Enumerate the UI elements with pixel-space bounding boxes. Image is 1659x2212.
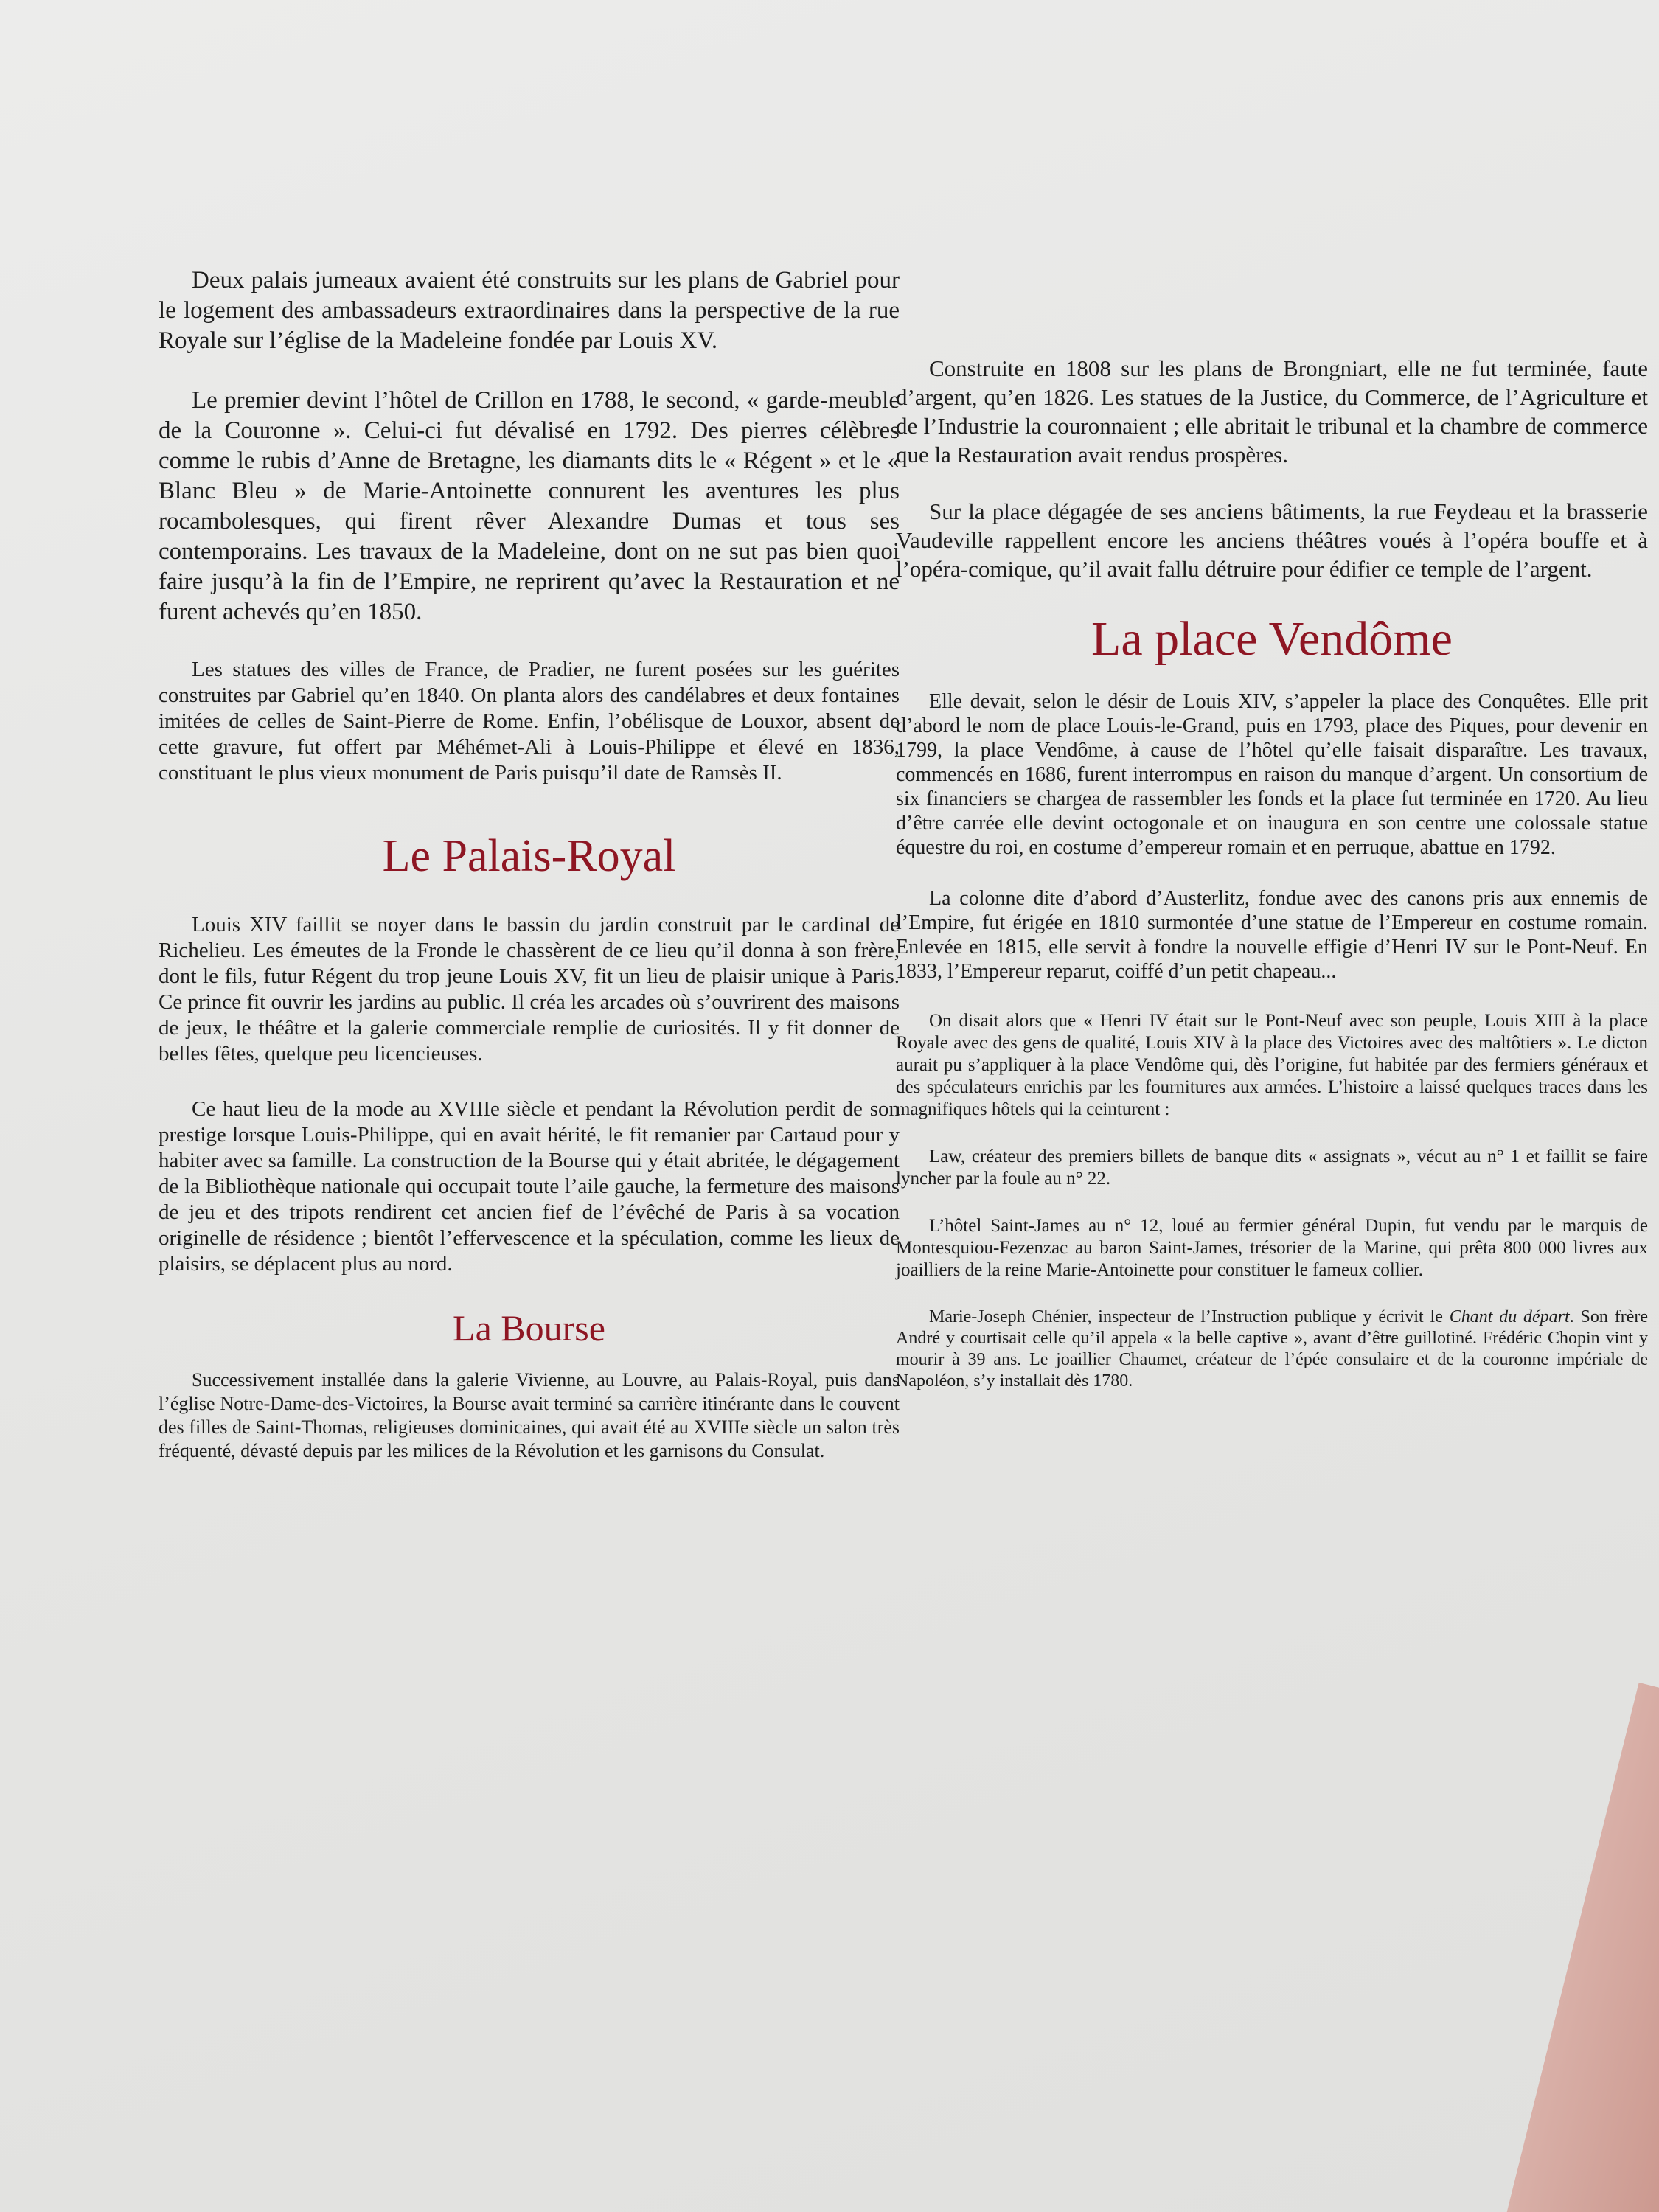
chenier-text-end: . Son frère André y courtisait celle qu’il appela « la belle captive », avant d’être guillotiné. Frédéric Chopin vint y mourir à 39 ans. Le joaillier Chaumet, créateur de l’épée consulaire et de la couronne impériale de Napoléon, s’y installait dès 1780. [896,1307,1649,1391]
paragraph-louis-xiv: Louis XIV faillit se noyer dans le bassin du jardin construit par le cardinal de Richelieu. Les émeutes de la Fronde le chassèrent de ce lieu qu’il donna à son frère, dont le fils, futur Régent du trop jeune Louis XV, fit un lieu de plaisir unique à Paris. Ce prince fit ouvrir les jardins au public. Il créa les arcades où s’ouvrirent des maisons de jeux, le théâtre et la galerie commerciale remplie de curiosités. Il y fit donner de belles fêtes, quelque peu licencieuses. [159,913,900,1065]
paragraph-colonne: La colonne dite d’abord d’Austerlitz, fondue avec des canons pris aux ennemis de l’Empire, fut érigée en 1810 surmontée d’une statue de l’Empereur en costume romain. Enlevée en 1815, elle servit à fondre la nouvelle effigie d’Henri IV sur le Pont-Neuf. En 1833, l’Empereur reparut, coiffé d’un petit chapeau... [896,887,1648,983]
paragraph-law: Law, créateur des premiers billets de banque dits « assignats », vécut au n° 1 et faillit se faire lyncher par la foule au n° 22. [896,1147,1648,1189]
paragraph-ambassadeurs: Deux palais jumeaux avaient été construits sur les plans de Gabriel pour le logement des ambassadeurs extraordinaires dans la perspective de la rue Royale sur l’église de la Madeleine fondée par Louis XV. [159,267,900,354]
heading-place-vendome: La place Vendôme [1091,612,1453,666]
heading-la-bourse: La Bourse [453,1307,605,1349]
chant-du-depart-title: Chant du départ [1449,1307,1570,1326]
chenier-text-start: Marie-Joseph Chénier, inspecteur de l’Instruction publique y écrivit le [929,1307,1450,1326]
pink-page-edge [1478,1683,1659,2212]
paragraph-haut-lieu: Ce haut lieu de la mode au XVIIIe siècle et pendant la Révolution perdit de son prestige lorsque Louis-Philippe, qui en avait hérité, le fit remanier par Cartaud pour y habiter avec sa famille. La construction de la Bourse qui y était abritée, le dégagement de la Bibliothèque nationale qui occupait toute l’aile gauche, la fermeture des maisons de jeu et des tripots rendirent cet ancien fief de l’évêché de Paris à sa vocation originelle de résidence ; bientôt l’effervescence et la spéculation, comme les lieux de plaisirs, se déplacent plus au nord. [159,1097,900,1276]
paragraph-feydeau: Sur la place dégagée de ses anciens bâtiments, la rue Feydeau et la brasserie Vaudeville rappellent encore les anciens théâtres voués à l’opéra bouffe et à l’opéra-comique, qu’il avait fallu détruire pour édifier ce temple de l’argent. [896,498,1648,582]
paragraph-brongniart: Construite en 1808 sur les plans de Brongniart, elle ne fut terminée, faute d’argent, qu’en 1826. Les statues de la Justice, du Commerce, de l’Agriculture et de l’Industrie la couronnaient ; elle abritait le tribunal et la chambre de commerce que la Restauration avait rendus prospères. [896,355,1648,467]
paragraph-saint-james: L’hôtel Saint-James au n° 12, loué au fermier général Dupin, fut vendu par le marquis de Montesquiou-Fezenzac au baron Saint-James, trésorier de la Marine, qui prêta 800 000 livres aux joailliers de la reine Marie-Antoinette pour constituer le fameux collier. [896,1216,1648,1280]
paragraph-dicton: On disait alors que « Henri IV était sur le Pont-Neuf avec son peuple, Louis XIII à la place Royale avec des gens de qualité, Louis XIV à la place des Victoires avec des maltôtiers ». Le dicton aurait pu s’appliquer à la place Vendôme qui, dès l’origine, fut habitée par des fermiers généraux et des spéculateurs enrichis par les fournitures aux armées. L’histoire a laissé quelques traces dans les magnifiques hôtels qui la ceinturent : [896,1011,1648,1119]
paragraph-bourse: Successivement installée dans la galerie Vivienne, au Louvre, au Palais-Royal, puis dans l’église Notre-Dame-des-Victoires, la Bourse avait terminé sa carrière itinérante dans le couvent des filles de Saint-Thomas, religieuses dominicaines, qui avait été au XVIIIe siècle un salon très fréquenté, dévasté depuis par les milices de la Révolution et les garnisons du Consulat. [159,1369,900,1461]
paragraph-chenier [896,1307,1648,1392]
paragraph-conquetes: Elle devait, selon le désir de Louis XIV, s’appeler la place des Conquêtes. Elle prit d’abord le nom de place Louis-le-Grand, puis en 1793, place des Piques, pour devenir en 1799, la place Vendôme, à cause de l’hôtel qu’elle faisait disparaître. Les travaux, commencés en 1686, furent interrompus en raison du manque d’argent. Un consortium de six financiers se chargea de rassembler les fonds et la place fut terminée en 1720. Au lieu d’être carrée elle devint octogonale et on inaugura en son centre une colossale statue équestre du roi, en costume d’empereur romain et en perruque, abattue en 1792. [896,690,1648,859]
left-column [159,265,900,1463]
heading-palais-royal: Le Palais-Royal [382,831,676,881]
paragraph-crillon: Le premier devint l’hôtel de Crillon en 1788, le second, « garde-meuble de la Couronne ». Celui-ci fut dévalisé en 1792. Des pierres célèbres comme le rubis d’Anne de Bretagne, les diamants dits le « Régent » et le « Blanc Bleu » de Marie-Antoinette connurent les aventures les plus rocambolesques, qui firent rêver Alexandre Dumas et tous ses contemporains. Les travaux de la Madeleine, dont on ne sut pas bien quoi faire jusqu’à la fin de l’Empire, ne reprirent qu’avec la Restauration et ne furent achevés qu’en 1850. [159,387,900,625]
paragraph-statues-villes: Les statues des villes de France, de Pradier, ne furent posées sur les guérites construites par Gabriel qu’en 1840. On planta alors des candélabres et deux fontaines imitées de celles de Saint-Pierre de Rome. Enfin, l’obélisque de Louxor, absent de cette gravure, fut offert par Méhémet-Ali à Louis-Philippe et élevé en 1836, constituant le plus vieux monument de Paris puisqu’il date de Ramsès II. [159,658,900,785]
right-column [896,354,1648,1392]
